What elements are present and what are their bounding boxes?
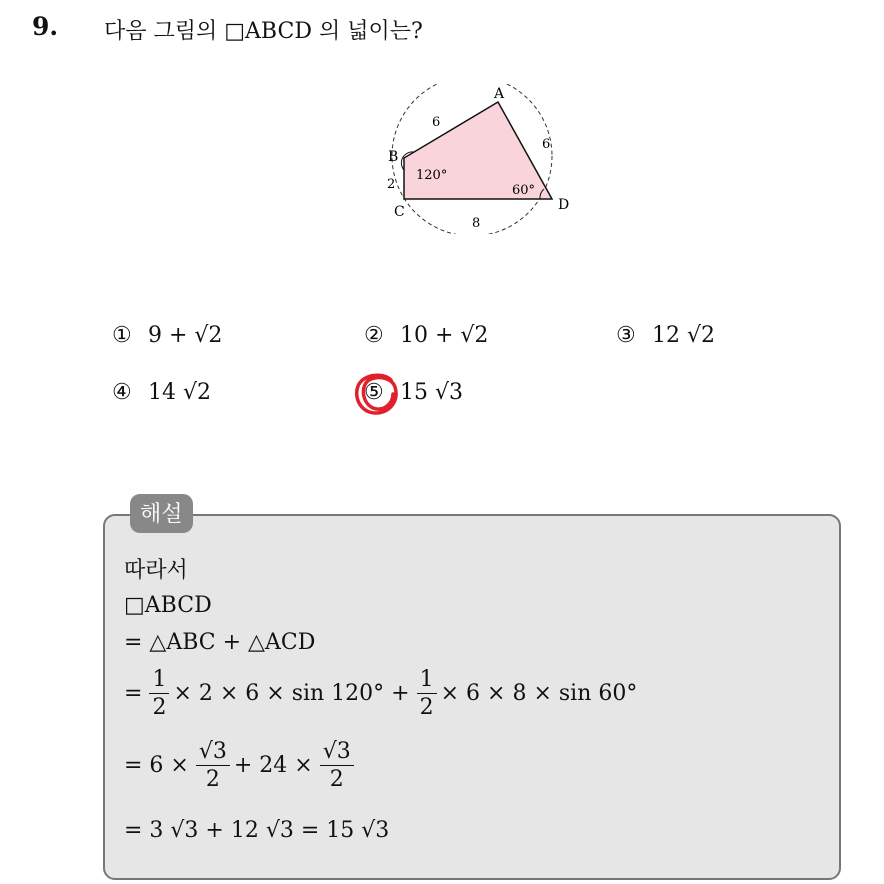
solution-line-2: □ABCD	[124, 593, 212, 618]
choice-4-value: 14 √2	[148, 380, 212, 405]
solution-tab: 해설	[130, 494, 193, 533]
choice-2[interactable]	[364, 323, 488, 348]
choice-5-number: ⑤	[364, 380, 384, 405]
choice-5-value: 15 √3	[400, 380, 464, 405]
choice-4[interactable]	[112, 380, 211, 405]
answer-circle-mark	[353, 372, 403, 418]
choice-3[interactable]	[616, 323, 715, 348]
line4-mid2: × 6 × 8 × sin 60°	[440, 681, 638, 707]
question-text: 다음 그림의 □ABCD 의 넓이는?	[104, 19, 423, 44]
quadrilateral-figure	[384, 84, 584, 234]
vertex-d: D	[558, 197, 570, 213]
fraction-root3-2-num: √3	[320, 740, 354, 766]
fraction-half-1	[149, 668, 169, 719]
angle-d-label: 60°	[512, 183, 536, 198]
line5-eq: = 6 ×	[124, 753, 189, 779]
solution-line-4	[124, 668, 641, 719]
vertex-c: C	[394, 204, 405, 220]
choice-2-value: 10 + √2	[400, 323, 489, 348]
side-ab-label: 6	[432, 115, 441, 130]
fraction-root3-1	[196, 740, 230, 791]
choice-1-value: 9 + √2	[148, 323, 223, 348]
line4-eq: =	[124, 681, 143, 707]
choice-2-number: ②	[364, 323, 384, 348]
fraction-half-1-den: 2	[152, 695, 167, 721]
fraction-half-2-den: 2	[419, 695, 434, 721]
choice-1[interactable]	[112, 323, 222, 348]
fraction-root3-2	[320, 740, 354, 791]
solution-line-1: 따라서	[124, 558, 188, 583]
fraction-root3-1-num: √3	[196, 740, 230, 766]
fraction-half-2	[417, 668, 437, 719]
choice-3-number: ③	[616, 323, 636, 348]
choice-4-number: ④	[112, 380, 132, 405]
fraction-root3-2-den: 2	[329, 767, 344, 793]
side-ad-label: 6	[542, 137, 551, 152]
choice-3-value: 12 √2	[652, 323, 716, 348]
line4-mid1: × 2 × 6 × sin 120° +	[173, 681, 410, 707]
vertex-b: B	[388, 149, 399, 165]
question-number: 9.	[32, 12, 59, 41]
solution-line-3: = △ABC + △ACD	[124, 630, 316, 655]
solution-line-6: = 3 √3 + 12 √3 = 15 √3	[124, 818, 390, 843]
line5-mid: + 24 ×	[233, 753, 313, 779]
answer-circle-stroke	[357, 375, 396, 413]
fraction-half-2-num: 1	[417, 668, 437, 694]
vertex-a: A	[494, 86, 505, 102]
side-cd-label: 8	[472, 216, 481, 231]
angle-b-label: 120°	[416, 168, 448, 183]
fraction-root3-1-den: 2	[205, 767, 220, 793]
fraction-half-1-num: 1	[149, 668, 169, 694]
side-bc-label: 2	[387, 177, 396, 192]
solution-line-5	[124, 740, 358, 791]
choice-1-number: ①	[112, 323, 132, 348]
